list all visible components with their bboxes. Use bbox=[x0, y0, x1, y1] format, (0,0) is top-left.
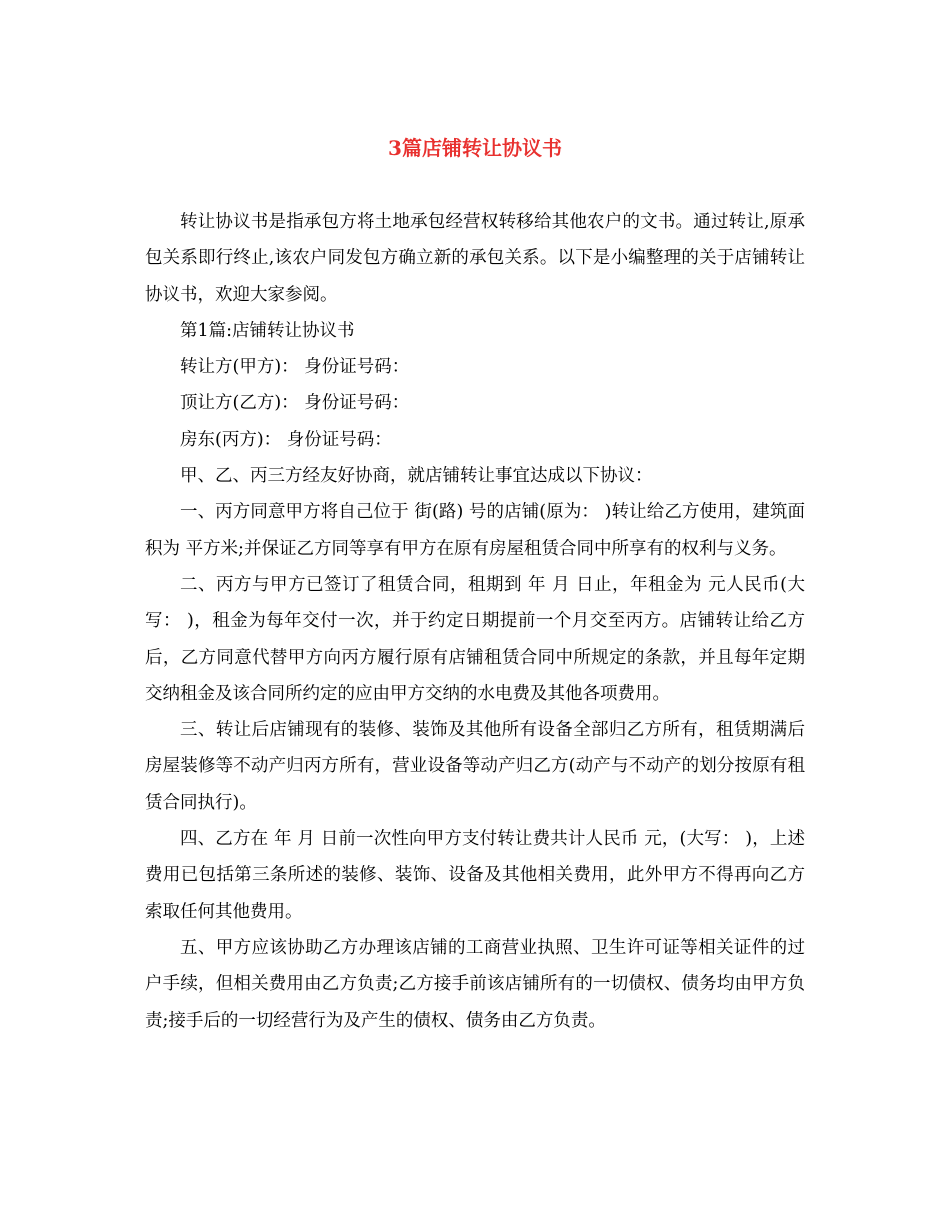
clause-4: 四、乙方在 年 月 日前一次性向甲方支付转让费共计人民币 元，(大写： )，上述费用已包括第三条所述的装修、装饰、设备及其他相关费用，此外甲方不得再向乙方索取任何其他费用。 bbox=[145, 829, 805, 922]
section-heading: 第1篇:店铺转让协议书 bbox=[180, 320, 355, 341]
document-title: 3篇店铺转让协议书 bbox=[388, 136, 562, 160]
agreement-preamble: 甲、乙、丙三方经友好协商，就店铺转让事宜达成以下协议： bbox=[180, 466, 653, 487]
intro-paragraph: 转让协议书是指承包方将土地承包经营权转移给其他农户的文书。通过转让,原承包关系即行终止,该农户同发包方确立新的承包关系。以下是小编整理的关于店铺转让协议书，欢迎大家参阅。 bbox=[145, 212, 805, 305]
party-a-line: 转让方(甲方)： 身份证号码： bbox=[180, 357, 410, 378]
party-b-line: 顶让方(乙方)： 身份证号码： bbox=[180, 393, 410, 414]
clause-2: 二、丙方与甲方已签订了租赁合同，租期到 年 月 日止，年租金为 元人民币(大写： )，租金为每年交付一次，并于约定日期提前一个月交至丙方。店铺转让给乙方后，乙方同意代替甲方向丙方履行原有店铺租赁合同中所规定的条款，并且每年定期交纳租金及该合同所约定的应由甲方交纳的水电费及其他各项费用。 bbox=[145, 574, 805, 704]
party-c-line: 房东(丙方)： 身份证号码： bbox=[180, 429, 392, 450]
clause-1: 一、丙方同意甲方将自己位于 街(路) 号的店铺(原为： )转让给乙方使用，建筑面积为 平方米;并保证乙方同等享有甲方在原有房屋租赁合同中所享有的权利与义务。 bbox=[145, 502, 805, 559]
document-body bbox=[145, 204, 805, 1039]
clause-3: 三、转让后店铺现有的装修、装饰及其他所有设备全部归乙方所有，租赁期满后房屋装修等不动产归丙方所有，营业设备等动产归乙方(动产与不动产的划分按原有租赁合同执行)。 bbox=[145, 720, 805, 813]
clause-5: 五、甲方应该协助乙方办理该店铺的工商营业执照、卫生许可证等相关证件的过户手续，但相关费用由乙方负责;乙方接手前该店铺所有的一切债权、债务均由甲方负责;接手后的一切经营行为及产生的债权、债务由乙方负责。 bbox=[145, 937, 805, 1031]
